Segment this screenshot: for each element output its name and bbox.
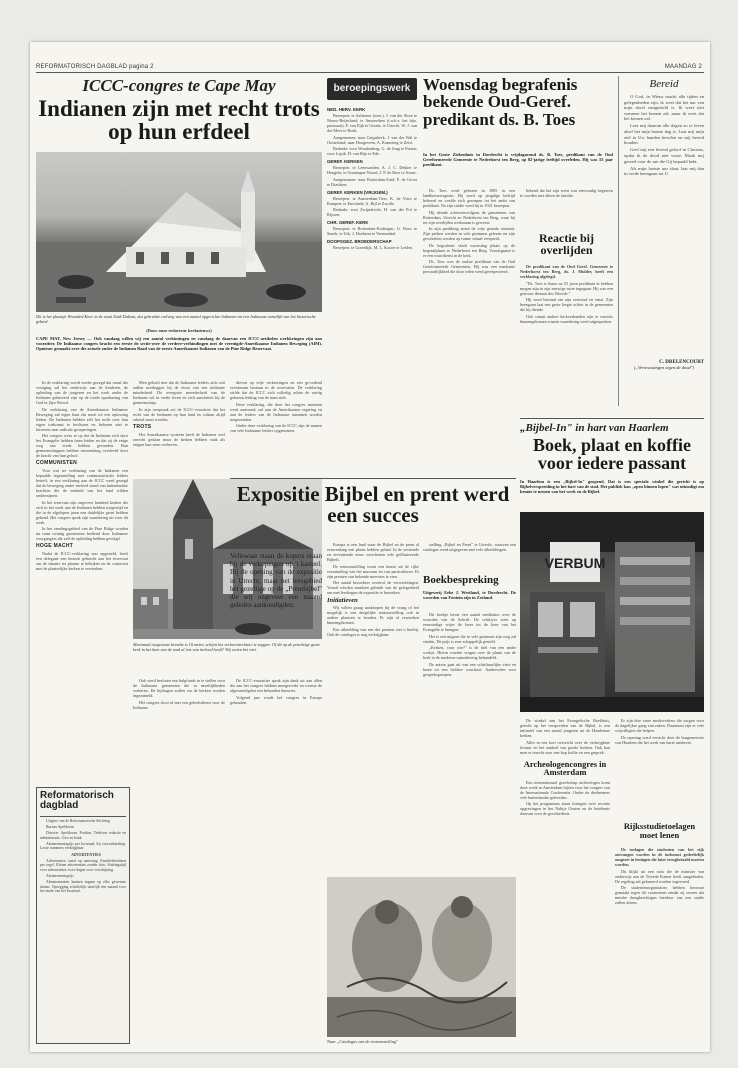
bijbelin-photo [520,512,704,712]
rijksstudie-column: De toelagen die studenten van het rijk ontvangen worden in de toekomst gedeeltelijk omgezet in leningen die later terugbetaald moeten worden. Dit blijkt uit een nota die de minister van onderwijs aan de Tweede Kamer heeft aangeboden. De regeling zal gefaseerd worden ingevoerd. De studentenorganisaties hebben bezwaar gemaakt tegen dit voornemen omdat zij vrezen dat minder draagkrachtigen hierdoor van een studie zullen afzien. [615,847,704,905]
article-bijbelin [520,422,704,473]
bereid-column [624,78,704,370]
subhead-trots: TROTS [133,423,152,430]
subhead-hoge-macht: HOGE MACHT [36,543,74,549]
article-expositie [230,484,516,527]
header-rule [36,72,704,73]
article-intro: CAPE MAY, New Jersey — Ook vandaag willen wij een aantal verkiezingen en vandaag de daarvan een ICCC-artikelen werkkringen zijn aan voorzitter. De Indiaanse congres bracht een eerste de sectie-over de verdere-verbindingen met de verenigde-Amerikaanse Indianen Beweging (AIM). Opnieuw gemaakt over die actuele onder de Indianen Raad van de eerste Amerikaanse Indianen van de Pine Ridge Reservaat. [36,336,322,352]
boekbespreking-title: Boekbespreking [423,574,499,586]
article-column-2: Men gelooft niet dat de Indiaanse leiders zich ooit zullen neerleggen bij de eisen van een militante minderheid. De overgrote meerderheid van de Indianen wil in vrede leven en zich aansluiten bij de gemeenschap. In zijn toespraak zei de ICCC-voorzitter dat het recht van de Indianen op hun land en cultuur altijd erkend moet worden. TROTS Het Amerikaanse systeem heeft de Indianen veel onrecht gedaan maar de kerken hebben vaak als enigen hun stem verheven. [133,380,225,447]
rijksstudie-subhead-wrap [615,822,704,839]
expositie-byline: (Van een onzer redacteuren) [230,542,281,547]
expositie-lead: Veliswaar staan de kopers eraan bij de verkopingen op 't kasteel. Bij de opening van de expositie in Utrecht, maar het leesgebied het gezellige op de „Prentbijbel" die wij ongeveer een maand geleden aankondigden. [230,552,322,610]
beroepingswerk-banner [327,78,417,100]
section-doopsgez: DOOPSGEZ. BROEDERSCHAP [327,239,392,244]
expositie-rule [230,478,516,479]
section-geref: GEREF. KERKEN [327,159,363,164]
beroepingswerk-label: beroepingswerk [333,83,411,94]
shopfront-illustration [520,512,704,712]
toes-column-1: Ds. Toes werd geboren in 1895 in een landbouwersgezin. Hij werd op jeugdige leeftijd bekeerd en voelde zich geroepen tot het ambt van predikant. Na zijn studie werd hij in 1921 beroepen. Hij diende achtereenvolgens de gemeenten van Rotterdam, Utrecht en Nederhorst ten Berg, waar hij tot zijn overlijden werkzaam is geweest. In zijn prediking stond de vrije genade centraal. Zijn preken werden in vele gezinnen gelezen en zijn geschriften werden op ruime schaal verspreid. De begrafenis vindt woensdag plaats op de begraafplaats te Nederhorst ten Berg. Voorafgaand is er een rouwdienst in de kerk. Ds. Toes was de oudste predikant van de Oud Gereformeerde Gemeenten. Hij was een markante persoonlijkheid die door velen werd gerespecteerd. [423,188,515,274]
bereid-divider [618,76,619,406]
colophon-line-2: Bureau Apeldoorn [46,825,74,830]
section-geref-vrijgem: GEREF. KERKEN (VRIJGEM.) [327,189,388,195]
running-header-right: MAANDAG 2 [664,64,702,70]
section-ned-herv: NED. HERV. KERK [327,107,366,112]
newspaper-page [30,42,710,1052]
bijbelin-rule [520,418,704,419]
running-header-left: REFORMATORISCH DAGBLAD pagina 2 [36,64,154,70]
section-chr-geref: CHR. GEREF. KERK [327,220,369,225]
reactie-column: De predikant van de Oud Geref. Gemeente te Nederhorst ten Berg, ds. J. Mulder, heeft een verklaring afgelegd. "Ds. Toes is thans na 55 jaren predikant te hebben mogen zijn in zijn eeuwige ruste ingegaan. Hij was een getrouw dienaar des Woords." Hij werd bemind om zijn eenvoud en ernst. Zijn heengaan laat een grote leegte achter in de gemeenten die hij diende. Ook vanuit andere kerkverbanden zijn er reacties binnengekomen waarin waardering werd uitgesproken. [520,264,613,324]
colophon-text: Uitgave van de Reformatorische Stichting Bureau Apeldoorn Directie: Apeldoorn. Postbus. Telefoon redactie en administratie. Giro en bank. Abonnementsprijs per kwartaal, bij vooruitbetaling. Losse nummers verkrijgbaar. ADVERTENTIES Advertenties: tarief op aanvraag. Familieberichten per regel. Kleine advertenties zonder foto. Sluitingstijd voor advertenties: twee dagen voor verschijning. Abonnementsprijs Abonnementen kunnen ingaan op elke gewenste datum. Opzegging schriftelijk uiterlijk een maand voor het einde van het kwartaal. [40,819,126,894]
article-toes [423,76,613,128]
bereid-signature: C. DRELENCOURT [659,360,704,365]
article-headline: Woensdag begrafenis bekende Oud-Geref. predikant ds. B. Toes [423,75,578,129]
iccc-continued-1: Ook werd besloten een hulpfonds in te stellen voor de Indiaanse gemeenten die in moeilijkheden verkeren. De bijdragen zullen via de kerken worden ingezameld. Het congres sloot af met een gebedsdienst voor de Indianen. [133,678,225,710]
bereid-text: O God, in Wiens macht alle tijden en gelegenheden zijn, ik weet dat het uur van mijn dood vastgesteld is. Ik weet niet wanneer het komen zal, maar ik weet dat het komen zal. Leer mij daarom alle dagen zo te leven alsof het mijn laatste dag is. Laat mij mijn ziel in Uw handen bevelen en mij bereid houden. Geef mij een levend geloof in Christus, opdat ik de dood niet vreze. Maak mij gereed voor de ure die Gij bepaald hebt. Als mijn laatste uur slaat, laat mij dan in vrede heengaan tot U. [624,94,704,177]
colophon-line-3: ADVERTENTIES [71,852,101,857]
initiatieven-subhead: Initiatieven [327,597,358,604]
expositie-column-3: stelling „Bijbel en Prent" te Utrecht, waarvan een catalogus werd uitgegeven met vele afbeeldingen. [423,542,516,552]
reactie-subhead-wrap [520,232,613,256]
boekbespreking-column: Dit boekje bevat een aantal meditaties over de woorden van de Schrift. De schrijver weet op eenvoudige wijze de lezer tot de kern van het Evangelie te brengen. Het is een uitgave die in vele gezinnen zijn weg zal vinden. De prijs is zeer schappelijk gesteld. „Kerken, voor wie?" is de titel van een ander werkje. Hierin worden vragen over de plaats van de kerk in de moderne samenleving behandeld. De auteur gaat uit van een schriftuurlijke visie en komt tot een heldere conclusie. Aanbevolen voor gespreksgroepen. [423,612,516,677]
colophon-box [36,787,130,1044]
article-headline: Boek, plaat en koffie voor iedere passant [532,435,691,474]
article-byline: (Door onze redacteur kerknieuws) [146,328,212,333]
boekbespreking-intro: Uitgeverij Eebe J. Westland, te Dordrecht. De woorden van Fontein zijn in Zeeland. [423,590,516,601]
archeologen-subhead: Archeologencongres in Amsterdam [523,758,607,778]
article-headline: Expositie Bijbel en prent werd een succes [236,482,510,528]
church-caption: Maximaal toegestane breedte is 10 meter, schijnt het verkeerstechnici te zeggen. Of dit op de prachtige grote kerk in het hart van de stad al iets van invloed heeft? Wij weten het niet. [133,642,320,653]
engraving-illustration [327,877,516,1037]
rijksstudie-subhead: Rijksstudietoelagen moet lenen [623,821,696,840]
article-intro: In Haarlem is een „Bijbel-In" geopend. Dat is een speciale winkel die gericht is op Bijbelverspreiding in het hart van de stad. Het publiek kan „open binnen lopen" wat uitnodigt om kennis te nemen van het werk en de Bijbel. [520,479,704,495]
boekbespreking-wrap [423,575,516,586]
reactie-subhead: Reactie bij overlijden [539,231,594,258]
bereid-source: („Vertroostingen tegen de dood") [633,365,695,370]
article-kicker: ICCC-congres te Cape May [82,76,276,95]
article-iccc [36,76,322,144]
print-caption: Naar „Catalogus van de tentoonstelling" [327,1039,398,1044]
colophon-line-4: Abonnementsprijs [46,873,74,878]
church-photo-illustration [36,152,322,312]
subhead-communisten: COMMUNISTEN [36,460,78,466]
beroepingswerk-column: NED. HERV. KERK Beroepen: te Aalsmeer (toez.), J. van der Sloot te Nieuw-Beijerland; te Amsterdam (t.w.b.v. het bijz. pastoraat), F. van Eijk te Gouda; te Utrecht, W. J. van der Meer te Hoek. Aangenomen: naar Grijpskerk, J. van der Wal te Oosterland; naar Hoogeveen, A. Kamsteeg te Zeist. Bedankt: voor Woudenberg, G. de Jong te Putten; voor Lopik, H. van Rijn te Ede. GEREF. KERKEN Beroepen: te Leeuwarden, A. J. C. Dekker te Hengelo; te Groningen-Noord, J. P. de Boer te Assen. Aangenomen: naar Rotterdam-Zuid, P. de Groot te Drachten. GEREF. KERKEN (VRIJGEM.) Beroepen: te Amsterdam-Oost, K. de Vries te Kampen; te Enschede, A. Bijl te Zwolle. Bedankt: voor Zwijndrecht, H. van der Pol te Rijssen. CHR. GEREF. KERK Beroepen: te Rotterdam-Kralingen, G. Roos te Sneek; te Urk, J. Hoekstra te Veenendaal. DOOPSGEZ. BROEDERSCHAP Beroepen: te Gorredijk, M. L. Koster te Leiden. [327,107,417,250]
bereid-title: Bereid [649,78,679,90]
bible-print-illustration [327,877,516,1037]
iccc-continued-2: De ICCC-voorzitter sprak zijn dank uit aan allen die aan het congres hebben meegewerkt en wenste de afgevaardigden een behouden thuisreis. Volgend jaar wordt het congres in Europa gehouden. [230,678,322,705]
wounded-knee-photo [36,152,322,312]
article-headline: Indianen zijn met recht trots op hun erfdeel [38,96,320,145]
article-column-1: In de verklaring wordt verder gezegd dat vanaf die vestiging zal het onderwijs aan de kinderen, de opleiding van de jongeren en het werk onder de Indianen gebaseerd zijn op de totale openbaring van God in Zijn Woord. De verklaring van de Amerikaanse Indiaanse Beweging zal tegen haar zin nooit tot een oplossing leiden. De Indianen hebben zelf het recht over hun eigen toekomst te beslissen en behoren niet te luisteren naar radicale groeperingen. Het congres wees er op dat de Indianen zich door het Evangelie hebben laten leiden en dat zij de enige weg van vrede hebben gevonden. Hun gemeenschappen hebben eeuwenlang overleefd door de kracht van hun geloof. COMMUNISTEN Voor wat ter verklaring van de Indianen een bepaalde tegenstelling met communistische leiders betreft, in een verklaring aan de ICCC werd gezegd dat de beweging onder invloed stond van buitenlandse krachten die de eenheid van het land wilden ondermijnen. In het reservaat zijn ongeveer honderd kerken die zich in het werk aan de Indianen hebben toegewijd en die in de afgelopen jaren een duidelijke groei hebben gekend. Het congres sprak zijn waardering uit voor dit werk. In het zendingsgebied van de Pine Ridge worden nu ruim twintig gemeenten bediend door Indiaanse voorgangers die zelf de opleiding hebben gevolgd. HOGE MACHT Nadat de ICCC-verklaring was opgesteld, heeft een delegatie een bezoek gebracht aan het reservaat om de situatie ter plaatse te bekijken en de contacten met de plaatselijke kerken te versterken. [36,380,128,571]
bijbelin-column-2: Er zijn drie vaste medewerkers die zorgen voor de dagelijkse gang van zaken. Daarnaast zijn er vele vrijwilligers die helpen. De opening werd verricht door de burgemeester van Haarlem die het werk van harte aanbeval. [615,718,704,745]
article-column-3: dieven op vrije verkiezingen en een ge-ordend vreedzaam bestaan in de reservaten. De verklaring stelde dat de ICCC zich volledig achter de wettig gekozen leiding van de stam stelt. Deze verklaring, die door het congres unaniem werd aanvaard, zal aan de Amerikaanse regering en aan de leiders van de Indiaanse stammen worden toegezonden. Onder deze verklaring van de ICCC zijn de namen van vele Indiaanse leiders opgenomen. [230,380,322,433]
photo-caption: Dit is het plaatsje Wounded Knee in de staat Zuid-Dakota, dat gebruikte railweg van een aantal opgerichte Indianen tot een Indiaanse tamelijk van het historische gebied. [36,314,316,325]
colophon-title: Reformatorisch dagblad [40,790,114,811]
article-kicker: „Bijbel-In" in hart van Haarlem [520,422,669,434]
bijbelin-column-1: De winkel aan het Evangelische Boekhuis, gericht op het verspreiden van de Bijbel, is een initiatief van een aantal jongeren uit de Haarlemse kerken. Alles in een kort overzicht over de verkrijgbare lectuur en het aanbod van goede boeken. Ook kan men er terecht voor een kop koffie en een gesprek. Archeologencongres in Amsterdam Een internationaal gezelschap archeologen komt deze week in Amsterdam bijeen voor het congres van de Internationale Conferentie. Onder de deelnemers vele buitenlandse geleerden. Op het programma staan lezingen over recente opgravingen in het Nabije Oosten en de betekenis daarvan voor de geschiedenis. [520,718,610,817]
toes-column-2: bekend dat het zijn wens was eenvoudig begraven te worden met alleen de familie. [520,188,613,198]
shop-sign-text: VERBUM [544,555,606,571]
beroeping-sample: Beroepen: te Aalsmeer (toez.), J. van der Sloot te Nieuw-Beijerland; te Amsterdam (t.w.b.v. het bijz. pastoraat), F. van Eijk te Gouda; te Utrecht, W. J. van der Meer te Hoek. [327,113,417,133]
colophon-line-1: Uitgave van de Reformatorische Stichting [46,819,110,823]
article-intro: In het Grote Ziekenhuis in Dordrecht is vrijdagavond ds. B. Toes, predikant van de Oud Gereformeerde Gemeente te Nederhorst ten Berg, op 82-jarige leeftijd overleden. Hij was 55 jaar predikant. [423,152,613,168]
expositie-column-2: Europa is een land waar de Bijbel en de prent al eeuwenlang een plaats hebben gehad. In de zestiende en zeventiende eeuw verschenen vele geïllustreerde Bijbels. De tentoonstelling toont een keuze uit de rijke verzameling van het museum en van particulieren. Er zijn prenten van bekende meesters te zien. Het aantal bezoekers overtrof de verwachtingen. Vooral scholen maakten gebruik van de gelegenheid om met leerlingen de expositie te bezoeken. Initiatieven Wij willen graag aanknopen bij de vraag of het mogelijk is een dergelijke tentoonstelling ook in andere plaatsen te houden. Er zijn al verzoeken binnengekomen. Een afbeelding van een der prenten ziet u hierbij. Ook de catalogus is nog verkrijgbaar. [327,542,419,637]
